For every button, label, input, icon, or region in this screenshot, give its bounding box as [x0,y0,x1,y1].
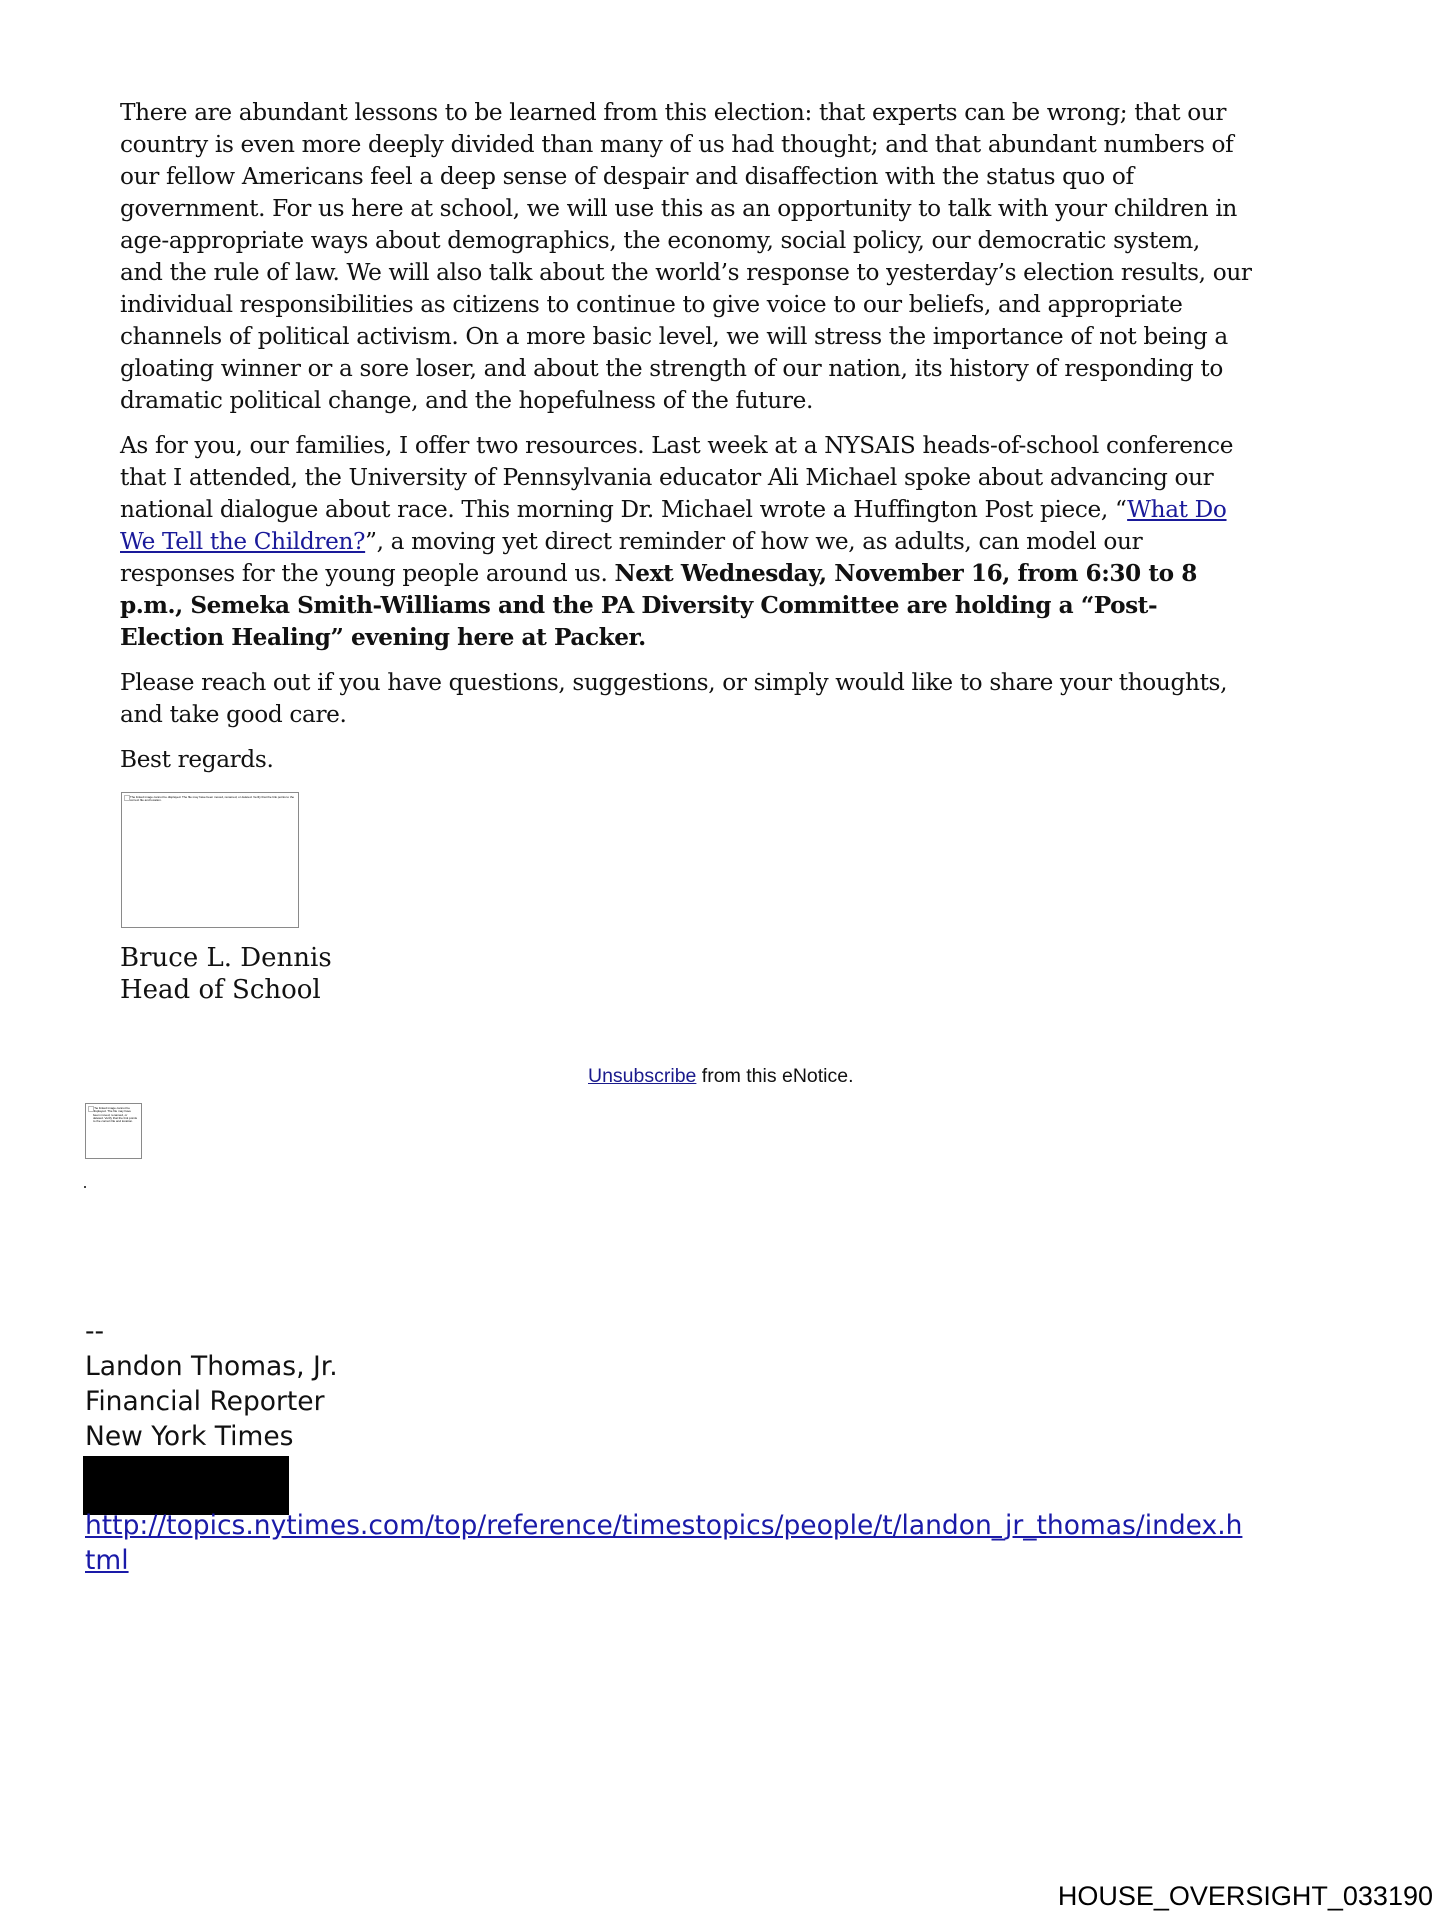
broken-image-icon [124,795,130,801]
text-line: channels of political activism. On a more basic level, we will stress the importance of not being a [120,323,1228,350]
text-line: gloating winner or a sore loser, and about the strength of our nation, its history of responding to [120,355,1224,382]
text-line: that I attended, the University of Pennsylvania educator Ali Michael spoke about advancing our [120,464,1214,491]
text-line: and the rule of law. We will also talk about the world’s response to yesterday’s election results, our [120,259,1252,286]
broken-image-message: The linked image cannot be displayed. The file may have been moved, renamed, or deleted. Verify that the link points to the correct file and location. [93,1106,138,1124]
text-line: There are abundant lessons to be learned from this election: that experts can be wrong; that our [120,99,1227,126]
text-line: age-appropriate ways about demographics, the economy, social policy, our democratic system, [120,227,1200,254]
redaction-box [83,1456,289,1515]
article-link-what-do-we-tell-the-children-cont[interactable]: We Tell the Children? [120,528,366,555]
text-line: Please reach out if you have questions, suggestions, or simply would like to share your thoughts, [120,669,1228,696]
profile-url-link-cont[interactable]: tml [85,1545,129,1576]
profile-url [85,1508,1242,1578]
text-line: individual responsibilities as citizens to continue to give voice to our beliefs, and appropriate [120,291,1183,318]
text-line [120,558,1360,590]
text-line: As for you, our families, I offer two resources. Last week at a NYSAIS heads-of-school conference [120,432,1234,459]
event-announcement: Election Healing” evening here at Packer. [120,624,646,651]
text-line: government. For us here at school, we will use this as an opportunity to talk with your children in [120,195,1237,222]
text-fragment: national dialogue about race. This morning Dr. Michael wrote a Huffington Post piece, “ [120,496,1128,523]
broken-logo-image [85,1103,142,1159]
text-line [120,494,1360,526]
event-announcement: p.m., Semeka Smith-Williams and the PA Diversity Committee are holding a “Post- [120,592,1158,619]
paragraph-election-lessons [120,97,1360,417]
text-line [120,526,1360,558]
signature-organization: New York Times [85,1421,294,1452]
text-line: country is even more deeply divided than many of us had thought; and that abundant numbers of [120,131,1234,158]
text-line [120,622,1360,654]
paragraph-resources [120,430,1360,654]
event-announcement: Next Wednesday, November 16, from 6:30 to 8 [614,560,1197,587]
article-link-what-do-we-tell-the-children[interactable]: What Do [1127,496,1227,523]
signature-name: Landon Thomas, Jr. [85,1351,338,1382]
text-line [120,590,1360,622]
signature-title: Financial Reporter [85,1386,325,1417]
unsubscribe-link[interactable]: Unsubscribe [588,1065,697,1087]
broken-image-message: The linked image cannot be displayed. The file may have been moved, renamed, or deleted. Verify that the link points to the correct file and location. [130,795,295,803]
closing [120,744,1360,776]
unsubscribe-notice [588,1064,854,1088]
text-fragment: ”, a moving yet direct reminder of how we, as adults, can model our [365,528,1143,555]
broken-signature-image [121,792,299,928]
profile-url-link[interactable]: http://topics.nytimes.com/top/reference/timestopics/people/t/landon_jr_thomas/index.h [85,1510,1243,1541]
signer-name: Bruce L. Dennis [120,943,332,973]
signer-title: Head of School [120,975,321,1005]
text-line: dramatic political change, and the hopefulness of the future. [120,387,813,414]
email-signature [85,1314,338,1454]
unsubscribe-text: from this eNotice. [696,1065,854,1087]
paragraph-reach-out [120,667,1360,731]
bates-number: HOUSE_OVERSIGHT_033190 [1057,1881,1433,1911]
stray-dot [84,1186,86,1188]
signature-separator: -- [85,1316,105,1347]
broken-image-icon [88,1106,94,1112]
text-line: our fellow Americans feel a deep sense of despair and disaffection with the status quo of [120,163,1134,190]
letter-signature [120,942,332,1006]
closing-text: Best regards. [120,746,274,773]
text-line: and take good care. [120,701,347,728]
letter-body [120,97,1360,789]
text-fragment: responses for the young people around us. [120,560,615,587]
